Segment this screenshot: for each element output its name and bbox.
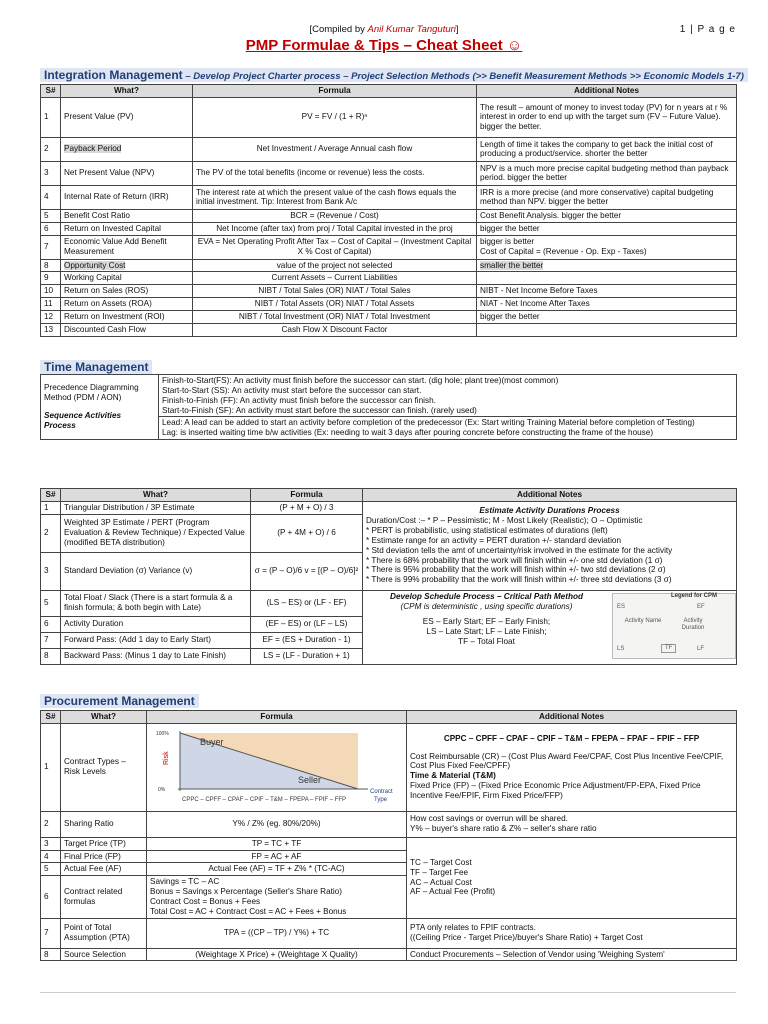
table-row: 2 Sharing Ratio Y% / Z% (eg. 80%/20%) How cost savings or overrun will be shared. Y% – buyer's share ratio & Z% – seller's share ratio [41,811,737,837]
page-number: 1 | P a g e [679,24,736,35]
pv-formula: PV = FV / (1 + R)ⁿ [301,112,368,122]
table-row: 11 Return on Assets (ROA) NIBT / Total Assets (OR) NIAT / Total Assets NIAT - Net Income After Taxes [41,298,737,311]
table-row: 6 Return on Invested Capital Net Income (after tax) from proj / Total Capital invested in the proj bigger the better [41,222,737,235]
section-time: Time Management [40,360,152,374]
table-row: 4 Final Price (FP) FP = AC + AF [41,850,737,863]
integration-table [40,84,737,337]
section-procurement: Procurement Management [40,694,199,708]
risk-chart [147,723,407,811]
risk-chart-svg [148,725,402,807]
table-row: 1 Contract Types – Risk Levels 100% 0% Risk Buyer Seller CPPC – CPFF – CPAF – CPIF – T&M – FPEPA – FPIF – FFP Contract Type CPPC – CPFF – CPAF – CPIF – T&M – FPEPA – FPAF – FPIF – FFP Cost Reimbursable (CR) – (Cost Plus Award Fee/CPAF, Cost Plus Incentive Fee/CPIF, Cost Plus Fixed Fee/CPFF) Time & Material (T&M) Fixed Price (FP) – (Fixed Price Economic Price Adjustment/FP-EPA, Fixed Price Incentive Fee/FPIF, Firm Fixed Price/FFP) [41,723,737,811]
table-header: S# What? Formula Additional Notes [41,711,737,724]
page-title: PMP Formulae & Tips – Cheat Sheet ☺ [245,37,523,54]
table-row: Precedence Diagramming Method (PDM / AON) Sequence Activities Process Finish-to-Start(FS): An activity must finish before the successor can start. (dig hole; plant tree)(most common) Start-to-Start (SS): An activity must start before the successor can start. Finish-to-Finish (FF): An activity must finish before the successor can finish. Start-to-Finish (SF): An activity must start before the successor can finish. (rarely used) [41,375,737,417]
time-table [40,488,737,665]
table-row: 6 Activity Duration (EF – ES) or (LF – LS) [41,616,737,632]
table-row: 8 Backward Pass: (Minus 1 day to Late Finish) LS = (LF - Duration + 1) [41,648,737,664]
table-row: 7 Forward Pass: (Add 1 day to Early Start) EF = (ES + Duration - 1) [41,632,737,648]
table-row: 2 Weighted 3P Estimate / PERT (Program Evaluation & Review Technique) / Expected Value (modified BETA distribution) (P + 4M + O) / 6 [41,514,737,552]
table-row: 5 Total Float / Slack (There is a start formula & a finish formula; & both begin with Late) (LS – ES) or (LF - EF) Develop Schedule Process – Critical Path Method (CPM is deterministic , using specific durations) ES – Early Start; EF – Early Finish; LS – Late Start; LF – Late Finish; TF – Total Float Legend for CPM ES EF Activity Name Activity Duration LS TF LF [41,590,737,616]
chart-seller-label: Seller [298,774,322,785]
table-header: S# What? Formula Additional Notes [41,85,737,98]
procurement-table [40,710,737,961]
table-row: 12 Return on Investment (ROI) NIBT / Total Investment (OR) NIAT / Total Investment bigger the better [41,310,737,323]
compiled-by: [Compiled by Anil Kumar Tanguturi] [309,24,459,35]
table-row: 5 Benefit Cost Ratio BCR = (Revenue / Cost) Cost Benefit Analysis. bigger the better [41,209,737,222]
chart-y0: 0% [158,786,166,793]
chart-y100: 100% [156,730,169,737]
chart-xaxis-label: CPPC – CPFF – CPAF – CPIF – T&M – FPEPA – FPIF – FFP [182,796,347,803]
chart-risk-label: Risk [163,751,170,765]
footer-divider [40,992,736,993]
table-row: 10 Return on Sales (ROS) NIBT / Total Sales (OR) NIAT / Total Sales NIBT - Net Income Before Taxes [41,285,737,298]
table-row: 1 Present Value (PV) PV = FV / (1 + R)ⁿ The result – amount of money to invest today (PV) for n years at r % interest in order to end up with the target sum (FV – Future Value). bigger the better. [41,97,737,137]
abbreviations: TC – Target Cost TF – Target Fee AC – Actual Cost AF – Actual Fee (Profit) [407,837,737,918]
table-row: 9 Working Capital Current Assets – Current Liabilities [41,272,737,285]
table-row: 5 Actual Fee (AF) Actual Fee (AF) = TF + Z% * (TC-AC) [41,863,737,876]
table-row: Lead: A lead can be added to start an activity before completion of the predecessor (Ex: Start writing Training Material before completion of Testing) Lag: is inserted waiting time b/w activities (Ex: needing to wait 3 days after pouring concrete before constructing the frame of the house) [41,417,737,440]
author-name[interactable]: Anil Kumar Tanguturi [367,24,456,35]
table-row: 2 Payback Period Net Investment / Average Annual cash flow Length of time it takes the company to get back the initial cost of producing a product/service. shorter the better [41,137,737,161]
contract-notes: CPPC – CPFF – CPAF – CPIF – T&M – FPEPA – FPAF – FPIF – FFP Cost Reimbursable (CR) – (Cost Plus Award Fee/CPAF, Cost Plus Incentive Fee/CPIF, Cost Plus Fixed Fee/CPFF) Time & Material (T&M) Fixed Price (FP) – (Fixed Price Economic Price Adjustment/FP-EPA, Fixed Price Incentive Fee/FPIF, Firm Fixed Price/FFP) [407,723,737,811]
table-header: S# What? Formula Additional Notes [41,489,737,502]
table-row: 8 Source Selection (Weightage X Price) + (Weightage X Quality) Conduct Procurements – Selection of Vendor using 'Weighing System' [41,948,737,961]
table-row: 3 Net Present Value (NPV) The PV of the total benefits (income or revenue) less the costs. NPV is a much more precise capital budgeting method than payback period. bigger the better [41,161,737,185]
table-row: 3 Target Price (TP) TP = TC + TF TC – Target Cost TF – Target Fee AC – Actual Cost AF – Actual Fee (Profit) [41,837,737,850]
table-row: 4 Internal Rate of Return (IRR) The interest rate at which the present value of the cash flows equals the initial investment. Tip: Interest from Bank A/c IRR is a more precise (and more conservative) capital budgeting method than NPV. bigger the better [41,185,737,209]
schedule-notes: Develop Schedule Process – Critical Path Method (CPM is deterministic , using specific durations) ES – Early Start; EF – Early Finish; LS – Late Start; LF – Late Finish; TF – Total Float Legend for CPM ES EF Activity Name Activity Duration LS TF LF [363,590,737,664]
table-row: 13 Discounted Cash Flow Cash Flow X Discount Factor [41,323,737,336]
cpm-legend: Legend for CPM ES EF Activity Name Activity Duration LS TF LF [610,591,736,664]
table-row: 1 Triangular Distribution / 3P Estimate (P + M + O) / 3 Estimate Activity Durations Process Duration/Cost :– * P – Pessimistic; M - Most Likely (Realistic); O – Optimistic * PERT is probabilistic, using statistical estimates of durations (left) * Estimate range for an activity = PERT duration +/- standard deviation * Std deviation tells the amt of uncertainty/risk involved in the estimate for the activity * There is 68% probability that the work will finish within +/- one std deviation (1 σ) * There is 95% probability that the work will finish within +/- two std deviations (2 σ) * There is 99% probability that the work will finish within +/- three std deviations (3 σ) [41,501,737,514]
table-row: 7 Point of Total Assumption (PTA) TPA = ((CP – TP) / Y%) + TC PTA only relates to FPIF contracts. ((Ceiling Price - Target Price)/buyer's Share Ratio) + Target Cost [41,918,737,948]
chart-buyer-label: Buyer [200,736,224,747]
estimate-notes: Estimate Activity Durations Process Duration/Cost :– * P – Pessimistic; M - Most Likely (Realistic); O – Optimistic * PERT is probabilistic, using statistical estimates of durations (left) * Estimate range for an activity = PERT duration +/- standard deviation * Std deviation tells the amt of uncertainty/risk involved in the estimate for the activity * There is 68% probability that the work will finish within +/- one std deviation (1 σ) * There is 95% probability that the work will finish within +/- two std deviations (2 σ) * There is 99% probability that the work will finish within +/- three std deviations (3 σ) [363,501,737,590]
table-row: 7 Economic Value Add Benefit Measurement EVA = Net Operating Profit After Tax – Cost of Capital – (Investment Capital X % Cost of Capital) bigger is better Cost of Capital = (Revenue - Op. Exp - Taxes) [41,235,737,259]
section-integration: Integration Management – Develop Project Charter process – Project Selection Methods (>> Benefit Measurement Methods >> Economic Models 1-7) [40,68,748,82]
table-row: 3 Standard Deviation (σ) Variance (v) σ = (P – O)/6 v = [(P – O)/6]² [41,552,737,590]
pdm-table [40,374,737,440]
table-row: 6 Contract related formulas Savings = TC – AC Bonus = Savings x Percentage (Seller's Share Ratio) Contract Cost = Bonus + Fees Total Cost = AC + Contract Cost = AC + Fees + Bonus [41,876,737,918]
table-row: 8 Opportunity Cost value of the project not selected smaller the better [41,259,737,272]
chart-type-label: Type [374,796,388,803]
chart-contract-label: Contract [370,788,393,795]
